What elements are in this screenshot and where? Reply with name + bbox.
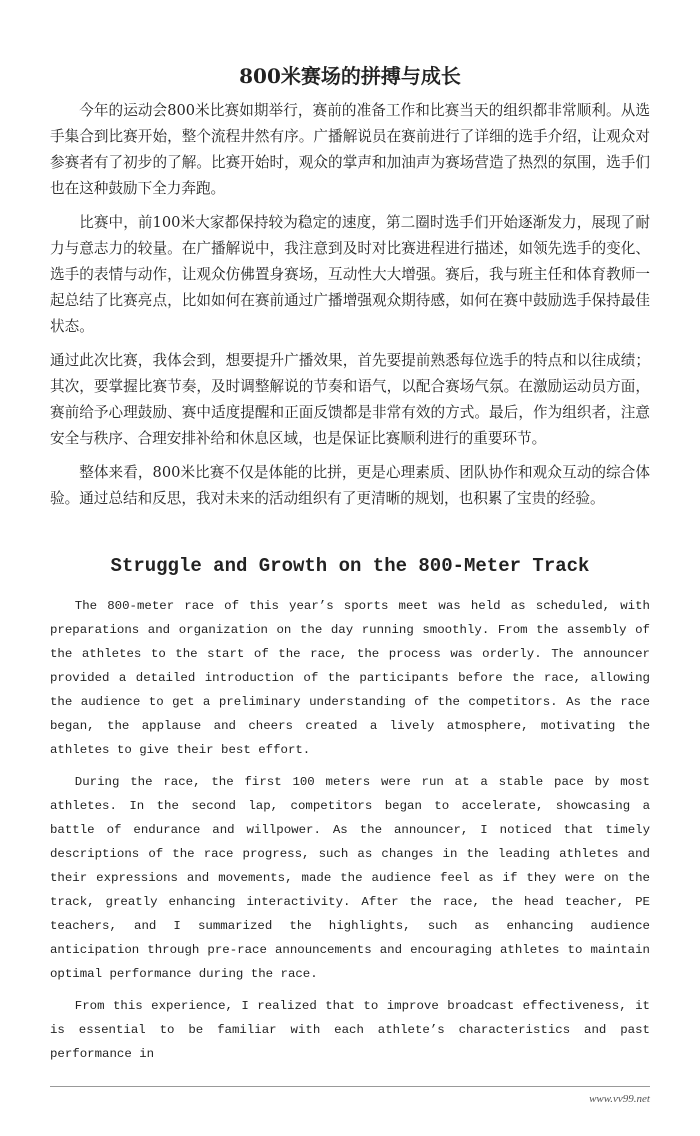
english-paragraph-2: During the race, the first 100 meters were run at a stable pace by most athletes. In the second lap, competitors began to accelerate, showcasing a battle of endurance and willpower. As the announcer, I noticed that timely descriptions of the race progress, such as changes in the leading athletes and their expressions and movements, made the audience feel as if they were on the track, greatly enhancing interactivity. After the race, the head teacher, PE teachers, and I summarized the highlights, such as enhancing audience anticipation through pre-race announcements and encouraging athletes to maintain optimal performance during the race. bbox=[50, 775, 650, 981]
footer-divider bbox=[50, 1086, 650, 1087]
chinese-paragraph-2: 比赛中，前100米大家都保持较为稳定的速度，第二圈时选手们开始逐渐发力，展现了耐力与意志力的较量。在广播解说中，我注意到及时对比赛进程进行描述，如领先选手的变化、选手的表情与动作，让观众仿佛置身赛场，互动性大大增强。赛后，我与班主任和体育教师一起总结了比赛亮点，比如如何在赛前通过广播增强观众期待感，如何在赛中鼓励选手保持最佳状态。 bbox=[50, 214, 650, 335]
chinese-body bbox=[50, 98, 650, 512]
english-paragraph-3: From this experience, I realized that to improve broadcast effectiveness, it is essential to be familiar with each athlete’s characteristics and past performance in bbox=[50, 999, 650, 1061]
chinese-paragraph-3: 通过此次比赛，我体会到，想要提升广播效果，首先要提前熟悉每位选手的特点和以往成绩；其次，要掌握比赛节奏，及时调整解说的节奏和语气，以配合赛场气氛。在激励运动员方面，赛前给予心理鼓励、赛中适度提醒和正面反馈都是非常有效的方式。最后，作为组织者，注意安全与秩序、合理安排补给和休息区域，也是保证比赛顺利进行的重要环节。 bbox=[50, 352, 650, 447]
english-title: Struggle and Growth on the 800-Meter Track bbox=[110, 555, 590, 577]
chinese-title: 800米赛场的拼搏与成长 bbox=[239, 64, 461, 88]
english-body bbox=[50, 594, 650, 1066]
chinese-paragraph-1: 今年的运动会800米比赛如期举行，赛前的准备工作和比赛当天的组织都非常顺利。从选手集合到比赛开始，整个流程井然有序。广播解说员在赛前进行了详细的选手介绍，让观众对参赛者有了初步的了解。比赛开始时，观众的掌声和加油声为赛场营造了热烈的氛围，选手们也在这种鼓励下全力奔跑。 bbox=[50, 102, 650, 197]
chinese-paragraph-4: 整体来看，800米比赛不仅是体能的比拼，更是心理素质、团队协作和观众互动的综合体验。通过总结和反思，我对未来的活动组织有了更清晰的规划，也积累了宝贵的经验。 bbox=[50, 464, 650, 507]
english-paragraph-1: The 800-meter race of this year’s sports meet was held as scheduled, with preparations and organization on the day running smoothly. From the assembly of the athletes to the start of the race, the process was orderly. The announcer provided a detailed introduction of the participants before the race, allowing the audience to get a preliminary understanding of the competitors. As the race began, the applause and cheers created a lively atmosphere, motivating the athletes to give their best effort. bbox=[50, 599, 650, 757]
footer-site: www.vv99.net bbox=[589, 1093, 650, 1105]
